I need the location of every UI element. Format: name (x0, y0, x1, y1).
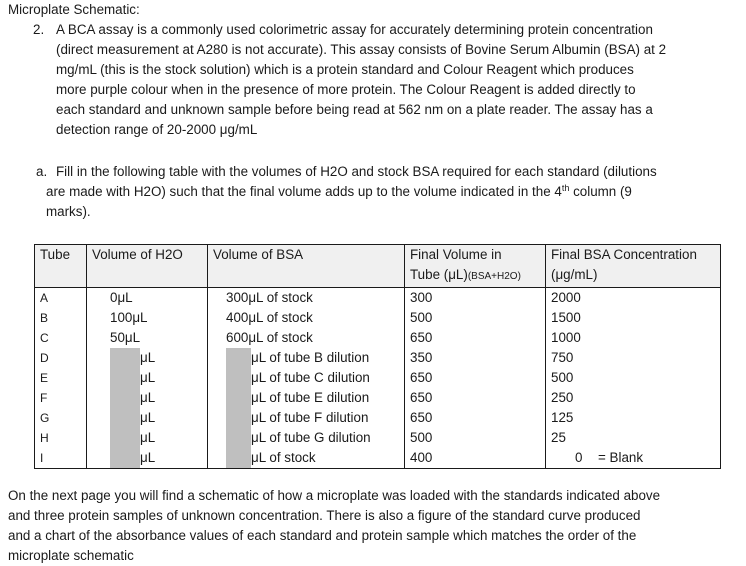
tube-cell (35, 328, 87, 348)
bsa-volume-cell (208, 448, 405, 469)
h2o-volume-value: 0μL (110, 290, 133, 305)
bsa-volume-text: μL of tube F dilution (251, 410, 369, 425)
final-concentration-value: 0 (575, 450, 583, 465)
blank-note: = Blank (598, 450, 644, 465)
table-row (35, 428, 721, 448)
intro-line: each standard and unknown sample before being read at 562 nm on a plate reader. The assay has a (56, 102, 653, 117)
table-row (35, 328, 721, 348)
answer-blank[interactable] (226, 348, 251, 368)
bsa-volume-cell (208, 308, 405, 328)
answer-blank[interactable] (226, 408, 251, 428)
h2o-volume-cell (87, 348, 208, 368)
answer-blank[interactable] (226, 368, 251, 388)
tube-letter: D (40, 351, 49, 365)
header-final-volume-note: (BSA+H2O) (467, 271, 521, 282)
final-concentration-value: 500 (551, 370, 574, 385)
tube-letter: E (40, 371, 49, 385)
intro-line: A BCA assay is a commonly used colorimetric assay for accurately determining protein concentration (56, 22, 653, 37)
final-concentration-cell (546, 368, 721, 388)
h2o-volume-value: 50μL (110, 330, 141, 345)
outro-line: and a chart of the absorbance values of each standard and protein sample which matches the order of the (8, 528, 637, 543)
tube-cell (35, 388, 87, 408)
answer-blank[interactable] (226, 388, 251, 408)
final-volume-value: 650 (410, 370, 433, 385)
bsa-volume-cell (208, 288, 405, 309)
final-volume-value: 500 (410, 430, 433, 445)
answer-blank[interactable] (110, 348, 140, 368)
part-a-line: marks). (46, 204, 91, 219)
final-volume-value: 650 (410, 330, 433, 345)
tube-cell (35, 368, 87, 388)
final-volume-cell (405, 368, 546, 388)
h2o-volume-unit: μL (140, 430, 156, 445)
table-row (35, 308, 721, 328)
part-a-superscript: th (561, 183, 570, 193)
answer-blank[interactable] (110, 368, 140, 388)
answer-blank[interactable] (226, 428, 251, 448)
tube-cell (35, 288, 87, 309)
final-volume-cell (405, 448, 546, 469)
tube-cell (35, 428, 87, 448)
final-volume-value: 650 (410, 410, 433, 425)
final-concentration-cell (546, 408, 721, 428)
table-row (35, 448, 721, 469)
header-final-volume-unit: Tube (μL) (410, 267, 468, 282)
final-concentration-value: 750 (551, 350, 574, 365)
h2o-volume-cell (87, 408, 208, 428)
final-concentration-value: 1500 (551, 310, 581, 325)
final-volume-value: 300 (410, 290, 433, 305)
final-volume-value: 650 (410, 390, 433, 405)
final-concentration-cell (546, 348, 721, 368)
outro-line: and three protein samples of unknown concentration. There is also a figure of the standard curve produced (8, 508, 641, 523)
bsa-volume-text: μL of tube G dilution (251, 430, 371, 445)
tube-letter: H (40, 431, 49, 445)
bsa-volume-text: μL of tube E dilution (251, 390, 370, 405)
final-volume-cell (405, 328, 546, 348)
tube-letter: I (40, 451, 44, 465)
bsa-volume-cell (208, 328, 405, 348)
final-volume-cell (405, 288, 546, 309)
table-row (35, 408, 721, 428)
header-final-volume: Final Volume in Tube (μL)(BSA+H2O) (405, 245, 546, 288)
h2o-volume-cell (87, 328, 208, 348)
part-a-line: Fill in the following table with the volumes of H2O and stock BSA required for each standard (dilutions (56, 164, 657, 179)
header-tube: Tube (35, 245, 87, 288)
tube-cell (35, 408, 87, 428)
bsa-volume-text: μL of tube C dilution (251, 370, 370, 385)
final-concentration-cell (546, 328, 721, 348)
header-bsa: Volume of BSA (208, 245, 405, 288)
final-volume-value: 350 (410, 350, 433, 365)
bsa-volume-cell (208, 348, 405, 368)
outro-line: microplate schematic (8, 548, 134, 563)
h2o-volume-cell (87, 288, 208, 309)
h2o-volume-unit: μL (140, 370, 156, 385)
final-concentration-value: 125 (551, 410, 574, 425)
table-row (35, 388, 721, 408)
tube-letter: B (40, 311, 49, 325)
h2o-volume-unit: μL (140, 450, 156, 465)
final-concentration-value: 250 (551, 390, 574, 405)
final-volume-cell (405, 408, 546, 428)
final-concentration-value: 2000 (551, 290, 581, 305)
bsa-volume-text: 600μL of stock (226, 330, 313, 345)
intro-line: more purple colour when in the presence of more protein. The Colour Reagent is added directly to (56, 82, 636, 97)
bsa-volume-text: 400μL of stock (226, 310, 313, 325)
answer-blank[interactable] (110, 408, 140, 428)
final-volume-cell (405, 428, 546, 448)
bsa-volume-cell (208, 428, 405, 448)
final-concentration-cell (546, 288, 721, 309)
h2o-volume-cell (87, 428, 208, 448)
standards-table (34, 244, 721, 469)
h2o-volume-value: 100μL (110, 310, 148, 325)
final-concentration-cell (546, 388, 721, 408)
part-a-line2-post: column (9 (569, 184, 632, 199)
final-concentration-value: 1000 (551, 330, 581, 345)
answer-blank[interactable] (110, 448, 140, 468)
h2o-volume-unit: μL (140, 410, 156, 425)
bsa-volume-text: 300μL of stock (226, 290, 313, 305)
tube-cell (35, 448, 87, 469)
final-volume-cell (405, 388, 546, 408)
tube-letter: C (40, 331, 49, 345)
answer-blank[interactable] (110, 388, 140, 408)
part-a-label: a. (36, 164, 48, 179)
bsa-volume-text: μL of tube B dilution (251, 350, 370, 365)
h2o-volume-cell (87, 388, 208, 408)
intro-line: (direct measurement at A280 is not accurate). This assay consists of Bovine Serum Albumin (BSA) at 2 (56, 42, 667, 57)
h2o-volume-cell (87, 448, 208, 469)
final-volume-value: 400 (410, 450, 433, 465)
bsa-volume-cell (208, 388, 405, 408)
header-h2o: Volume of H2O (87, 245, 208, 288)
h2o-volume-cell (87, 368, 208, 388)
header-final-concentration: Final BSA Concentration (μg/mL) (546, 245, 721, 288)
intro-line: detection range of 20-2000 μg/mL (56, 122, 258, 137)
bsa-volume-text: μL of stock (251, 450, 316, 465)
final-concentration-value: 25 (551, 430, 566, 445)
tube-cell (35, 348, 87, 368)
section-title: Microplate Schematic: (8, 2, 140, 17)
final-volume-cell (405, 348, 546, 368)
tube-letter: F (40, 391, 48, 405)
answer-blank[interactable] (110, 428, 140, 448)
final-concentration-cell (546, 448, 721, 469)
final-volume-cell (405, 308, 546, 328)
intro-line: mg/mL (this is the stock solution) which is a protein standard and Colour Reagent which produces (56, 62, 634, 77)
table-row (35, 348, 721, 368)
final-concentration-cell (546, 428, 721, 448)
question-number: 2. (33, 22, 45, 37)
outro-line: On the next page you will find a schematic of how a microplate was loaded with the standards indicated above (8, 488, 661, 503)
tube-letter: G (40, 411, 50, 425)
table-row (35, 288, 721, 309)
final-volume-value: 500 (410, 310, 433, 325)
table-row (35, 368, 721, 388)
tube-cell (35, 308, 87, 328)
h2o-volume-cell (87, 308, 208, 328)
answer-blank[interactable] (226, 448, 251, 468)
part-a-line2-pre: are made with H2O) such that the final volume adds up to the volume indicated in the 4 (46, 184, 562, 199)
h2o-volume-unit: μL (140, 350, 156, 365)
bsa-volume-cell (208, 368, 405, 388)
part-a-line (46, 182, 632, 202)
h2o-volume-unit: μL (140, 390, 156, 405)
bsa-volume-cell (208, 408, 405, 428)
final-concentration-cell (546, 308, 721, 328)
tube-letter: A (40, 291, 49, 305)
